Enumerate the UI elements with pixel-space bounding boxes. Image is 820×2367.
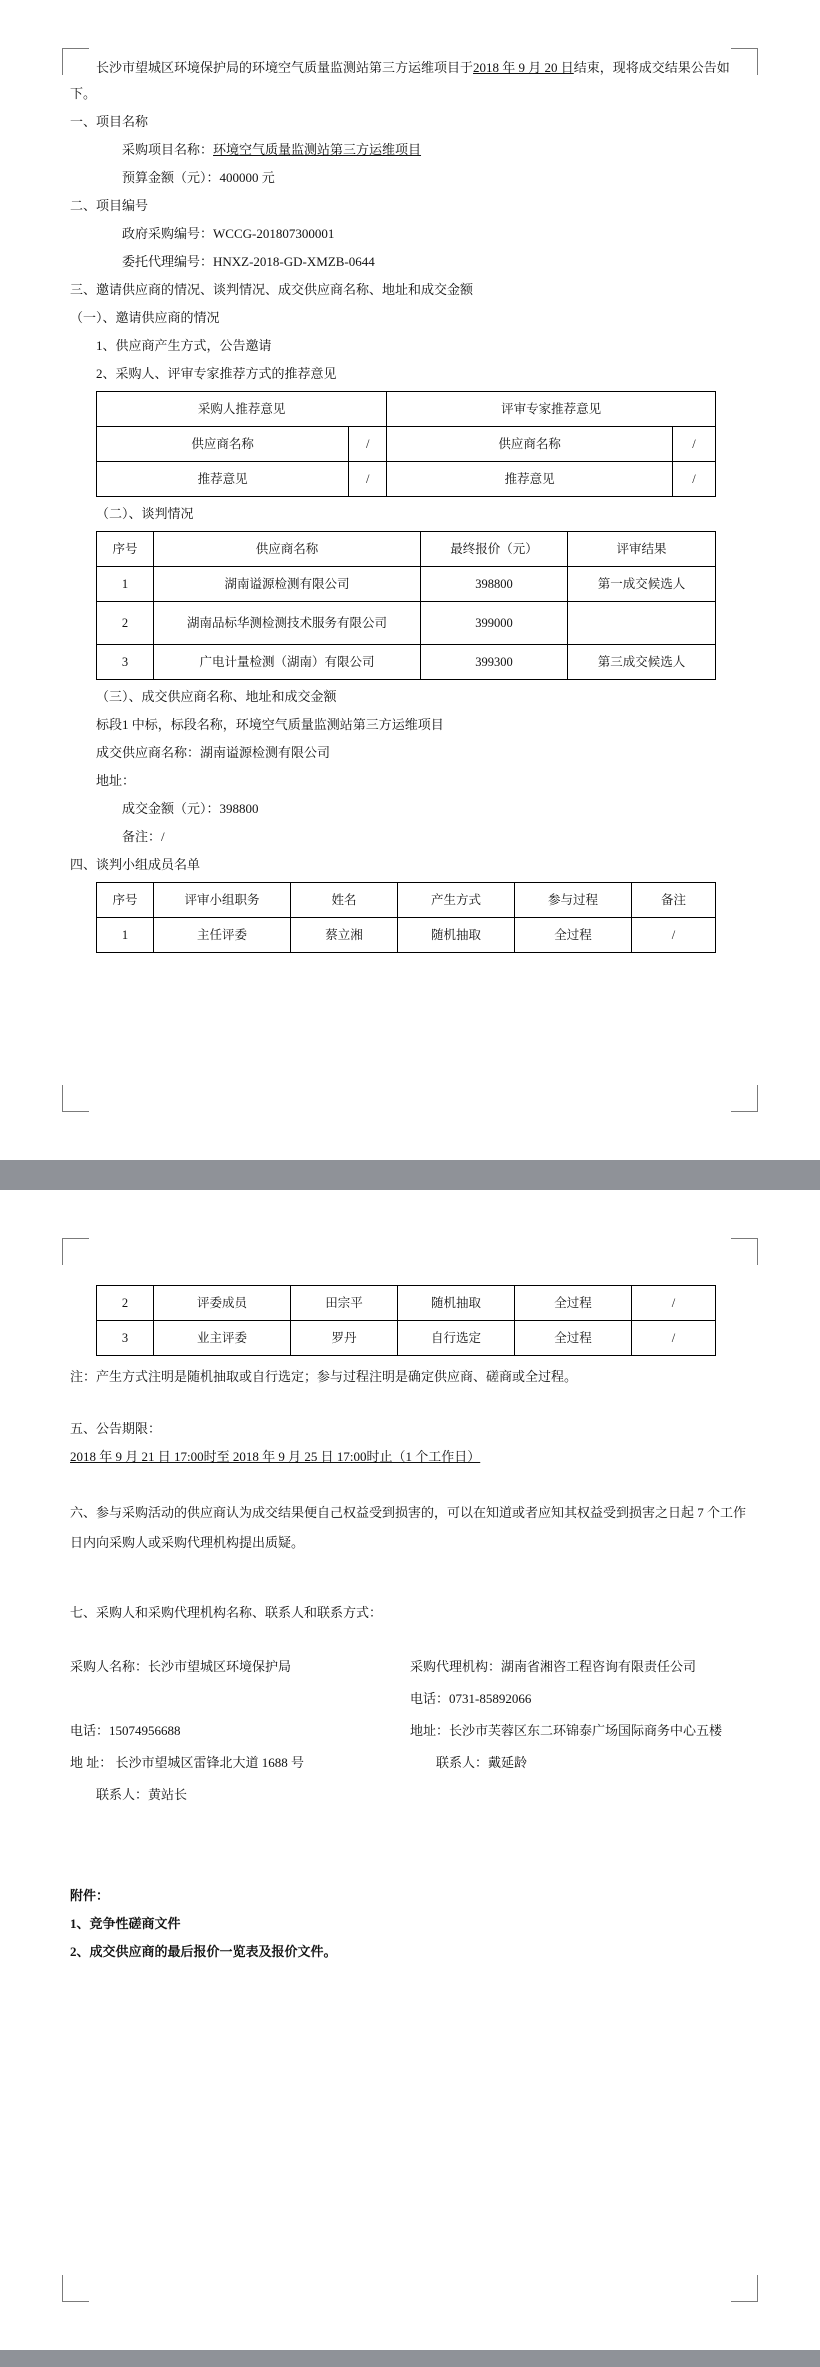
table-row	[97, 602, 716, 645]
section-3-sub1-heading: （一）、邀请供应商的情况	[70, 310, 220, 325]
recommend-row1-right-value: /	[672, 462, 715, 497]
negotiation-members-table-page2	[96, 1285, 716, 1356]
winner-name-line: 成交供应商名称：湖南谥源检测有限公司	[96, 745, 331, 760]
buyer-spacer	[70, 1684, 410, 1714]
members-p1-r0-c0: 1	[97, 918, 154, 953]
negotiation-header-2: 最终报价（元）	[421, 532, 568, 567]
members-p1-r0-c1: 主任评委	[154, 918, 291, 953]
document-page-1	[0, 0, 820, 1160]
negotiation-header-3: 评审结果	[568, 532, 716, 567]
members-p2-r0-c0: 2	[97, 1286, 154, 1321]
gov-purchase-number: 政府采购编号：WCCG-201807300001	[122, 226, 335, 241]
negotiation-members-table-page1	[96, 882, 716, 953]
members-p1-r0-c3: 随机抽取	[398, 918, 515, 953]
members-header-2: 姓名	[291, 883, 398, 918]
recommend-row0-left-label: 供应商名称	[97, 427, 349, 462]
agent-phone: 电话：0731-85892066	[410, 1691, 532, 1706]
attachment-item-2: 2、成交供应商的最后报价一览表及报价文件。	[70, 1944, 337, 1959]
negotiation-r0-c0: 1	[97, 567, 154, 602]
attachments-heading: 附件：	[70, 1888, 110, 1903]
recommend-row1-right-label: 推荐意见	[387, 462, 673, 497]
section-5-heading: 五、公告期限：	[70, 1421, 162, 1436]
intro-date: 2018 年 9 月 20 日	[473, 60, 574, 75]
recommend-header-expert: 评审专家推荐意见	[387, 392, 716, 427]
section-3-heading: 三、邀请供应商的情况、谈判情况、成交供应商名称、地址和成交金额	[70, 282, 474, 297]
buyer-phone: 电话：15074956688	[70, 1723, 181, 1738]
buyer-org-label: 采购人名称：	[70, 1659, 149, 1674]
spacer	[70, 1390, 750, 1416]
page-separator	[0, 1160, 820, 1190]
crop-mark-top-right	[731, 1238, 758, 1265]
section-2-heading: 二、项目编号	[70, 198, 149, 213]
document-page-2	[0, 1190, 820, 2350]
table-row	[97, 645, 716, 680]
agent-entrust-number: 委托代理编号：HNXZ-2018-GD-XMZB-0644	[122, 254, 375, 269]
negotiation-r1-c1: 湖南品标华测检测技术服务有限公司	[154, 602, 421, 645]
members-p2-r1-c4: 全过程	[515, 1321, 632, 1356]
negotiation-table	[96, 531, 716, 680]
agent-contact-person: 联系人：戴延龄	[436, 1755, 528, 1770]
project-name-value: 环境空气质量监测站第三方运维项目	[213, 142, 422, 157]
spacer	[70, 1560, 750, 1586]
members-p2-r0-c2: 田宗平	[291, 1286, 398, 1321]
section-3-sub1-item2: 2、采购人、评审专家推荐方式的推荐意见	[96, 366, 337, 381]
negotiation-r0-c1: 湖南谥源检测有限公司	[154, 567, 421, 602]
attachments-block	[70, 1882, 750, 1966]
members-p2-r0-c5: /	[632, 1286, 716, 1321]
table-row	[97, 532, 716, 567]
negotiation-r1-c3	[568, 602, 716, 645]
recommend-row0-right-value: /	[672, 427, 715, 462]
section-3-sub2-heading: （二）、谈判情况	[96, 506, 194, 521]
table-row	[97, 883, 716, 918]
page-2-content	[70, 1285, 750, 2295]
buyer-org-value: 长沙市望城区环境保护局	[148, 1659, 292, 1674]
recommend-row1-left-label: 推荐意见	[97, 462, 349, 497]
section-4-heading: 四、谈判小组成员名单	[70, 857, 201, 872]
negotiation-r1-c2: 399000	[421, 602, 568, 645]
members-p1-r0-c5: /	[632, 918, 716, 953]
members-p2-r1-c3: 自行选定	[398, 1321, 515, 1356]
buyer-contact-person: 联系人：黄站长	[96, 1787, 188, 1802]
table-row	[97, 1286, 716, 1321]
section-6-paragraph: 六、参与采购活动的供应商认为成交结果便自己权益受到损害的，可以在知道或者应知其权益受到损害之日起 7 个工作日内向采购人或采购代理机构提出质疑。	[70, 1505, 747, 1550]
section-1-heading: 一、项目名称	[70, 114, 149, 129]
agent-contact-block	[410, 1652, 750, 1812]
members-p2-r0-c1: 评委成员	[154, 1286, 291, 1321]
buyer-address: 地 址： 长沙市望城区雷锋北大道 1688 号	[70, 1755, 305, 1770]
members-header-5: 备注	[632, 883, 716, 918]
budget-value: 400000 元	[219, 170, 275, 185]
project-name-line	[70, 137, 750, 163]
spacer	[70, 1586, 750, 1600]
buyer-contact-block	[70, 1652, 410, 1812]
lot-line: 标段1 中标，标段名称，环境空气质量监测站第三方运维项目	[96, 717, 444, 732]
recommend-row0-right-label: 供应商名称	[387, 427, 673, 462]
members-p1-r0-c4: 全过程	[515, 918, 632, 953]
recommend-header-buyer: 采购人推荐意见	[97, 392, 387, 427]
budget-label: 预算金额（元）：	[122, 170, 220, 185]
members-note: 注：产生方式注明是随机抽取或自行选定；参与过程注明是确定供应商、磋商或全过程。	[70, 1369, 578, 1384]
members-header-4: 参与过程	[515, 883, 632, 918]
contact-columns	[70, 1652, 750, 1812]
intro-lead-post: 结束，现将成交结果公告如下。	[70, 60, 730, 101]
buyer-org-line	[70, 1652, 410, 1682]
members-p2-r1-c1: 业主评委	[154, 1321, 291, 1356]
intro-paragraph	[70, 55, 750, 107]
winner-address-line: 地址：	[96, 773, 136, 788]
members-p2-r1-c0: 3	[97, 1321, 154, 1356]
members-p1-r0-c2: 蔡立湘	[291, 918, 398, 953]
recommend-row1-left-value: /	[349, 462, 387, 497]
members-header-0: 序号	[97, 883, 154, 918]
agent-address: 地址：长沙市芙蓉区东二环锦泰广场国际商务中心五楼	[410, 1723, 723, 1738]
winner-remark-line: 备注：/	[122, 829, 165, 844]
negotiation-r2-c2: 399300	[421, 645, 568, 680]
section-3-sub3-heading: （三）、成交供应商名称、地址和成交金额	[96, 689, 337, 704]
negotiation-r0-c2: 398800	[421, 567, 568, 602]
negotiation-header-0: 序号	[97, 532, 154, 567]
budget-line	[70, 165, 750, 191]
table-row	[97, 567, 716, 602]
table-row	[97, 462, 716, 497]
negotiation-header-1: 供应商名称	[154, 532, 421, 567]
announcement-period: 2018 年 9 月 21 日 17:00时至 2018 年 9 月 25 日 17:00时止（1 个工作日）	[70, 1449, 481, 1464]
members-p2-r0-c4: 全过程	[515, 1286, 632, 1321]
recommend-row0-left-value: /	[349, 427, 387, 462]
members-header-1: 评审小组职务	[154, 883, 291, 918]
agent-org-line	[410, 1652, 750, 1682]
negotiation-r0-c3: 第一成交候选人	[568, 567, 716, 602]
crop-mark-top-left	[62, 1238, 89, 1265]
recommendation-table	[96, 391, 716, 497]
table-row	[97, 392, 716, 427]
project-name-label: 采购项目名称：	[122, 142, 214, 157]
agent-org-value: 湖南省湘咨工程咨询有限责任公司	[501, 1659, 697, 1674]
table-row	[97, 1321, 716, 1356]
spacer	[70, 1472, 750, 1498]
table-row	[97, 918, 716, 953]
members-p2-r1-c2: 罗丹	[291, 1321, 398, 1356]
negotiation-r2-c0: 3	[97, 645, 154, 680]
page-1-content	[70, 55, 750, 1105]
table-row	[97, 427, 716, 462]
members-header-3: 产生方式	[398, 883, 515, 918]
agent-org-label: 采购代理机构：	[410, 1659, 502, 1674]
section-3-sub1-item1: 1、供应商产生方式，公告邀请	[96, 338, 272, 353]
attachment-item-1: 1、竞争性磋商文件	[70, 1916, 181, 1931]
winner-amount-line: 成交金额（元）：398800	[122, 801, 259, 816]
negotiation-r2-c3: 第三成交候选人	[568, 645, 716, 680]
negotiation-r1-c0: 2	[97, 602, 154, 645]
members-p2-r1-c5: /	[632, 1321, 716, 1356]
spacer	[70, 1628, 750, 1642]
section-7-heading: 七、采购人和采购代理机构名称、联系人和联系方式：	[70, 1605, 383, 1620]
negotiation-r2-c1: 广电计量检测（湖南）有限公司	[154, 645, 421, 680]
intro-lead-pre: 长沙市望城区环境保护局的环境空气质量监测站第三方运维项目于	[96, 60, 474, 75]
members-p2-r0-c3: 随机抽取	[398, 1286, 515, 1321]
